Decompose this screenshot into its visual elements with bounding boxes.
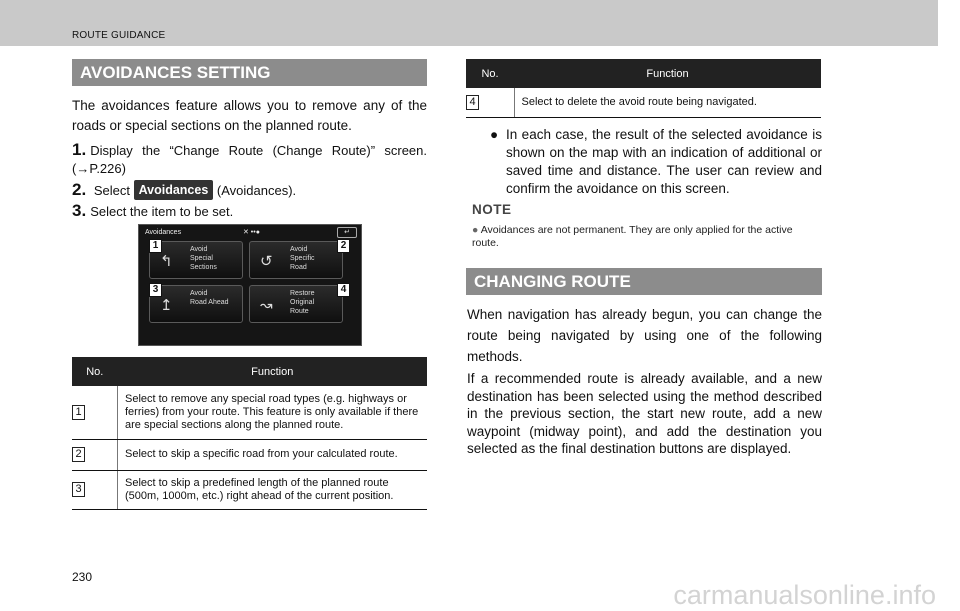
function-table-right: [466, 59, 821, 118]
callout-3: 3: [149, 283, 162, 297]
row-number: 2: [72, 447, 85, 462]
row-description: Select to remove any special road types (e.g. highways or ferries) from your route. This feature is only available if there are special sections along the planned route.: [118, 386, 428, 439]
changing-paragraph-1: When navigation has already begun, you can change the route being navigated by using one of the following methods.: [467, 307, 822, 364]
section-heading-changing-route: CHANGING ROUTE: [466, 268, 822, 295]
table-row: [72, 439, 427, 470]
button-label: Restore Original Route: [290, 290, 315, 315]
watermark: carmanualsonline.info: [673, 580, 936, 610]
function-table-left: [72, 357, 427, 510]
road-avoid-icon: ↰: [160, 253, 173, 270]
note-text: Avoidances are not permanent. They are only applied for the active route.: [472, 224, 793, 249]
section-heading-avoidances: AVOIDANCES SETTING: [72, 59, 427, 86]
note-title: NOTE: [472, 202, 512, 217]
button-label: Avoid Road Ahead: [190, 290, 229, 306]
callout-2: 2: [337, 239, 350, 253]
callout-1: 1: [149, 239, 162, 253]
callout-4: 4: [337, 283, 350, 297]
running-header-title: ROUTE GUIDANCE: [72, 30, 166, 41]
step-3-number: 3.: [72, 201, 87, 220]
avoid-road-ahead-button[interactable]: [149, 285, 243, 323]
button-label: Avoid Special Sections: [190, 246, 217, 271]
table-row: [466, 88, 821, 117]
column-header-function: Function: [514, 59, 821, 88]
step-1: [72, 141, 427, 178]
step-3-text: Select the item to be set.: [90, 204, 234, 219]
table-row: [72, 470, 427, 509]
row-description: Select to delete the avoid route being navigated.: [514, 88, 821, 117]
road-detour-icon: ↺: [260, 253, 273, 270]
changing-paragraph-2: If a recommended route is already available, and a new destination has been selected using the method described in the previous section, the start new route, add a new waypoint (midway point), and add the destination you selected as the final destination buttons are displayed.: [467, 371, 822, 456]
intro-paragraph: The avoidances feature allows you to remove any of the roads or special sections on the planned route.: [72, 98, 427, 133]
step-2-post: (Avoidances).: [216, 183, 297, 198]
step-3: [72, 202, 427, 221]
page-number: 230: [72, 570, 93, 584]
step-2-pre: Select: [93, 183, 130, 198]
route-restore-icon: ↝: [260, 297, 273, 314]
running-header-bar: [0, 0, 938, 46]
bullet-mark: ●: [490, 127, 499, 142]
table-row: [72, 386, 427, 439]
step-1-text: Display the “Change Route (Change Route)” screen. (→P.226): [72, 143, 427, 176]
row-description: Select to skip a predefined length of the planned route (500m, 1000m, etc.) right ahead of the current position.: [118, 470, 428, 509]
column-header-function: Function: [118, 357, 428, 386]
button-label: Avoid Specific Road: [290, 246, 315, 271]
row-description: Select to skip a specific road from your calculated route.: [118, 439, 428, 470]
column-header-no: No.: [72, 357, 118, 386]
row-number: 1: [72, 405, 85, 420]
avoidances-screen-image: [138, 224, 362, 346]
restore-original-route-button[interactable]: [249, 285, 343, 323]
screen-title: Avoidances: [145, 229, 182, 236]
note-bullet: ●: [472, 224, 479, 236]
back-icon[interactable]: ↵: [337, 227, 357, 238]
step-2-number: 2.: [72, 180, 87, 199]
row-number: 3: [72, 482, 85, 497]
road-ahead-icon: ↥: [160, 297, 173, 314]
bullet-text: In each case, the result of the selected avoidance is shown on the map with an indication of additional or saved time and distance. The user can review and confirm the avoidance on this screen.: [506, 127, 822, 196]
note: [472, 224, 820, 250]
column-header-no: No.: [466, 59, 514, 88]
screen-status-icons: ✕ ••●: [243, 229, 260, 236]
step-2: [72, 180, 427, 200]
step-1-number: 1.: [72, 140, 87, 159]
avoid-specific-road-button[interactable]: [249, 241, 343, 279]
row-number: 4: [466, 95, 479, 110]
avoid-special-sections-button[interactable]: [149, 241, 243, 279]
avoidances-button[interactable]: Avoidances: [134, 180, 214, 200]
